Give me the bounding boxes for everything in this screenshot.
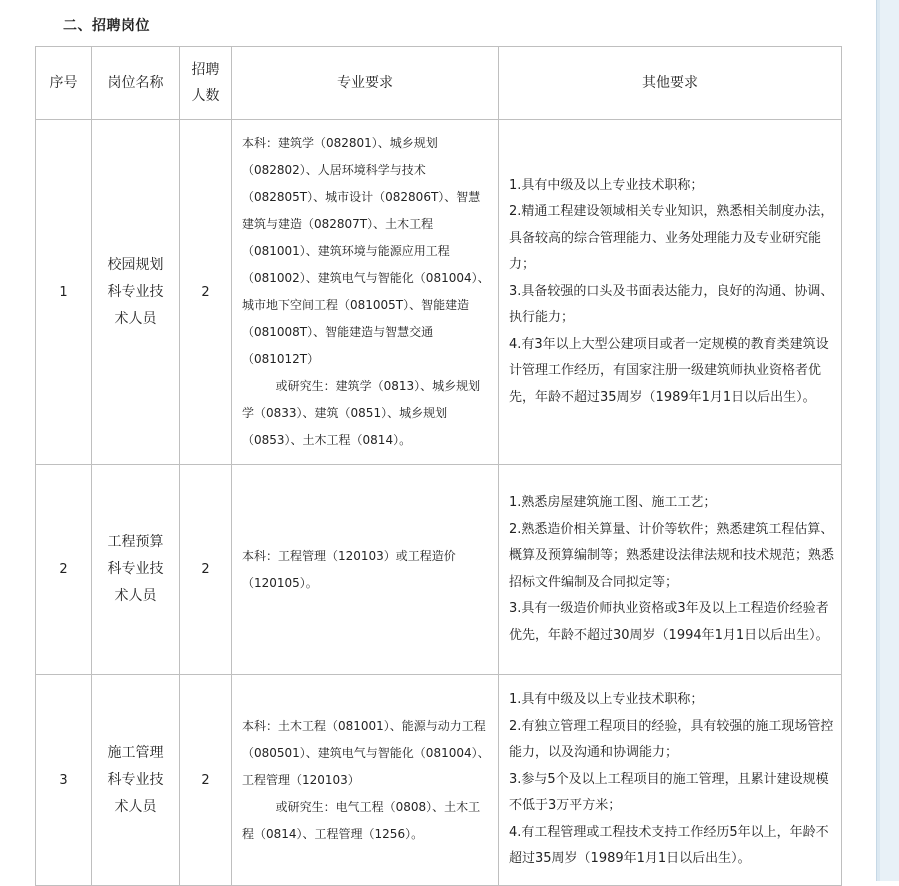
other-item: 2.熟悉造价相关算量、计价等软件；熟悉建筑工程估算、概算及预算编制等；熟悉建设法律法规和技术规范；熟悉招标文件编制及合同拟定等； [509,521,835,590]
table-row [36,120,842,465]
other-item: 4.有3年以上大型公建项目或者一定规模的教育类建筑设计管理工作经历，有国家注册一级建筑师执业资格者优先，年龄不超过35周岁（1989年1月1日以后出生）。 [509,336,829,405]
section-title: 二、招聘岗位 [63,18,150,34]
header-major: 专业要求 [232,47,499,120]
other-item: 3.具有一级造价师执业资格或3年及以上工程造价经验者优先，年龄不超过30周岁（1994年1月1日以后出生）。 [509,601,829,643]
major-grad: 或研究生：建筑学（0813）、城乡规划学（0833）、建筑（0851）、城乡规划（0853）、土木工程（0814）。 [242,379,481,447]
header-name: 岗位名称 [92,47,180,120]
recruitment-table [35,46,842,886]
header-count-line1: 招聘 [191,62,220,78]
other-item: 1.具有中级及以上专业技术职称； [509,177,704,193]
other-item: 1.熟悉房屋建筑施工图、施工工艺； [509,495,717,510]
page-side-strip-inner [880,0,899,881]
row-major-requirements [232,675,499,886]
row-position-name: 工程预算科专业技术人员 [92,465,180,675]
header-other: 其他要求 [499,47,842,120]
other-item: 3.参与5个及以上工程项目的施工管理，且累计建设规模不低于3万平方米； [509,771,829,814]
header-count-line2: 人数 [191,88,220,104]
row-other-requirements [499,675,842,886]
row-count: 2 [180,465,232,675]
table-row [36,465,842,675]
row-position-name: 校园规划科专业技术人员 [92,120,180,465]
table-header-row [36,47,842,120]
other-item: 2.有独立管理工程项目的经验，具有较强的施工现场管控能力，以及沟通和协调能力； [509,718,834,761]
row-major-requirements [232,120,499,465]
other-item: 4.有工程管理或工程技术支持工作经历5年以上，年龄不超过35周岁（1989年1月1日以后出生）。 [509,824,829,867]
major-undergrad: 本科：工程管理（120103）或工程造价（120105）。 [242,548,456,590]
row-position-name: 施工管理科专业技术人员 [92,675,180,886]
other-item: 3.具备较强的口头及书面表达能力，良好的沟通、协调、执行能力； [509,283,834,326]
row-other-requirements [499,120,842,465]
row-major-requirements [232,465,499,675]
row-no: 3 [36,675,92,886]
row-count: 2 [180,675,232,886]
header-count [180,47,232,120]
row-other-requirements [499,465,842,675]
table-row [36,675,842,886]
row-no: 1 [36,120,92,465]
row-count: 2 [180,120,232,465]
major-grad: 或研究生：电气工程（0808）、土木工程（0814）、工程管理（1256）。 [242,799,481,841]
row-no: 2 [36,465,92,675]
header-no: 序号 [36,47,92,120]
major-undergrad: 本科：土木工程（081001）、能源与动力工程（080501）、建筑电气与智能化（081004）、工程管理（120103） [242,718,490,787]
other-item: 2.精通工程建设领域相关专业知识，熟悉相关制度办法，具备较高的综合管理能力、业务处理能力及专业研究能力； [509,204,834,273]
major-undergrad: 本科：建筑学（082801）、城乡规划（082802）、人居环境科学与技术（082805T）、城市设计（082806T）、智慧建筑与建造（082807T）、土木工程（081001）、建筑环境与能源应用工程（081002）、建筑电气与智能化（081004）、城市地下空间工程（081005T）、智能建造（081008T）、智能建造与智慧交通（081012T） [242,136,490,366]
other-item: 1.具有中级及以上专业技术职称； [509,692,704,708]
